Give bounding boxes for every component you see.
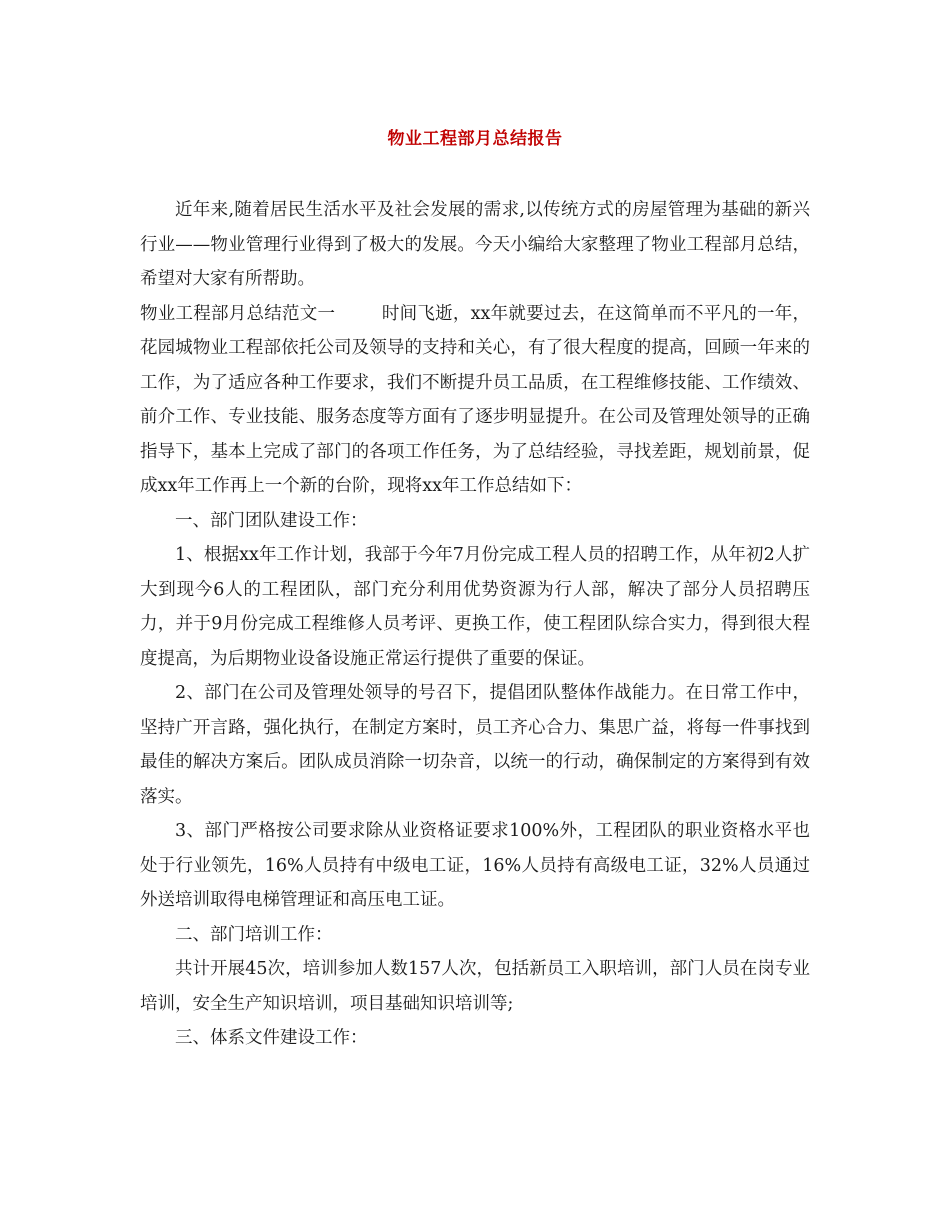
intro-paragraph: 近年来,随着居民生活水平及社会发展的需求,以传统方式的房屋管理为基础的新兴行业——物业管理行业得到了极大的发展。今天小编给大家整理了物业工程部月总结，希望对大家有所帮助。 [140,200,810,289]
section-label: 物业工程部月总结范文一 [140,303,336,324]
section-body: 时间飞逝，xx年就要过去，在这简单而不平凡的一年，花园城物业工程部依托公司及领导的支持和关心，有了很大程度的提高，回顾一年来的工作，为了适应各种工作要求，我们不断提升员工品质，在工程维修技能、工作绩效、前介工作、专业技能、服务态度等方面有了逐步明显提升。在公司及管理处领导的正确指导下，基本上完成了部门的各项工作任务，为了总结经验，寻找差距，规划前景，促成xx年工作再上一个新的台阶，现将xx年工作总结如下： [140,303,810,496]
training-paragraph: 共计开展45次，培训参加人数157人次，包括新员工入职培训，部门人员在岗专业培训，安全生产知识培训，项目基础知识培训等; [140,959,810,1014]
heading-training: 二、部门培训工作： [175,924,333,945]
section-gap [335,304,382,324]
section-one-paragraph [140,297,810,504]
item-recruitment: 1、根据xx年工作计划，我部于今年7月份完成工程人员的招聘工作，从年初2人扩大到现今6人的工程团队，部门充分利用优势资源为行人部，解决了部分人员招聘压力，并于9月份完成工程维修人员考评、更换工作，使工程团队综合实力，得到很大程度提高，为后期物业设备设施正常运行提供了重要的保证。 [140,545,810,669]
heading-team-building: 一、部门团队建设工作： [175,510,368,531]
item-teamwork: 2、部门在公司及管理处领导的号召下，提倡团队整体作战能力。在日常工作中，坚持广开言路，强化执行，在制定方案时，员工齐心合力、集思广益，将每一件事找到最佳的解决方案后。团队成员消除一切杂音，以统一的行动，确保制定的方案得到有效落实。 [140,683,810,807]
document-body [140,193,810,1056]
item-qualification: 3、部门严格按公司要求除从业资格证要求100%外，工程团队的职业资格水平也处于行业领先，16%人员持有中级电工证，16%人员持有高级电工证，32%人员通过外送培训取得电梯管理证和高压电工证。 [140,821,810,910]
heading-system-documents: 三、体系文件建设工作： [175,1028,368,1048]
document-title: 物业工程部月总结报告 [387,129,563,149]
